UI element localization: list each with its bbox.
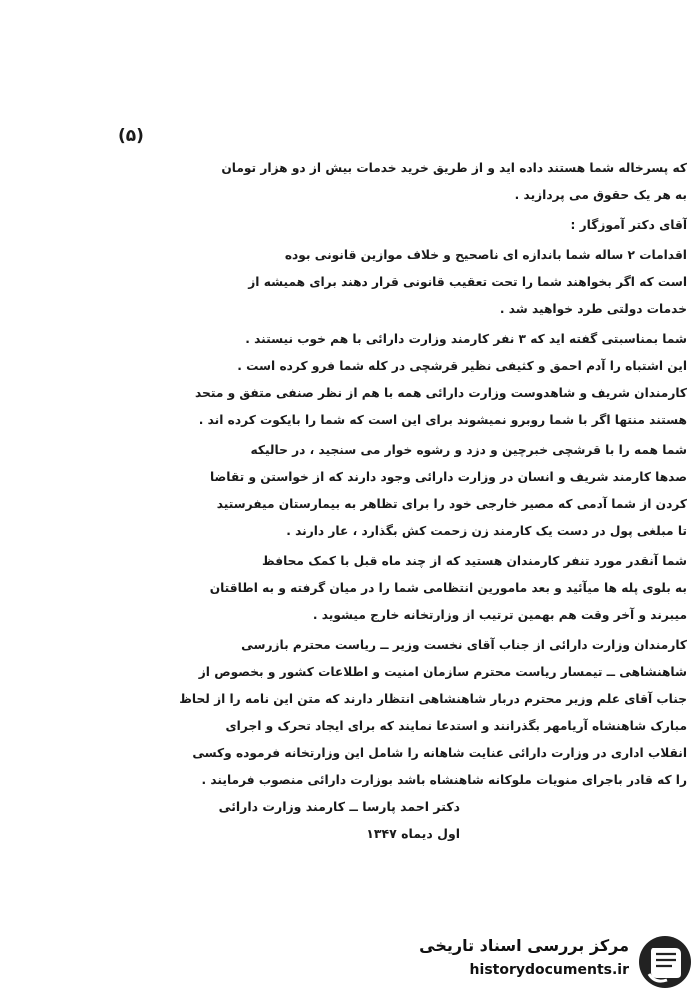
- text-line: کارمندان شریف و شاهدوست وزارت دارائی همه با هم از نظر صنفی متفق و متحد: [195, 386, 687, 400]
- paragraph: [112, 548, 687, 629]
- text-line: است که اگر بخواهند شما را تحت تعقیب قانونی قرار دهند برای همیشه از: [248, 275, 687, 289]
- text-line: صدها کارمند شریف و انسان در وزارت دارائی وجود دارند که از خواستن و تقاضا: [209, 470, 687, 484]
- paragraph: [112, 242, 687, 323]
- signature-block: [120, 793, 460, 847]
- text-line: مبارک شاهنشاه آریامهر بگذرانند و استدعا نمایند که برای ایجاد تحرک و اجرای: [225, 719, 687, 733]
- text-line: شاهنشاهی ــ تیمسار ریاست محترم سازمان امنیت و اطلاعات کشور و بخصوص از: [198, 665, 687, 679]
- signature-name: دکتر احمد پارسا ــ کارمند وزارت دارائی: [218, 799, 460, 814]
- signature-date: اول دیماه ۱۳۴۷: [366, 826, 460, 841]
- text-line: را که قادر باجرای منویات ملوکانه شاهنشاه باشد بوزارت دارائی منصوب فرمایند .: [201, 773, 687, 787]
- addressee-line: آقای دکتر آموزگار :: [570, 218, 687, 232]
- text-line: به هر یک حقوق می پردازید .: [514, 188, 687, 202]
- text-line: تا مبلغی پول در دست یک کارمند زن زحمت کش بگذارد ، عار دارند .: [286, 524, 687, 538]
- text-line: کردن از شما آدمی که مصیر خارجی خود را برای تظاهر به بیمارستان میفرستید: [216, 497, 687, 511]
- archive-name: مرکز بررسی اسناد تاریخی: [419, 936, 629, 955]
- text-line: شما همه را با قرشچی خبرچین و دزد و رشوه خوار می سنجید ، در حالیکه: [250, 443, 687, 457]
- text-line: خدمات دولتی طرد خواهید شد .: [499, 302, 687, 316]
- text-line: اقدامات ۲ ساله شما باندازه ای ناصحیح و خلاف موازین قانونی بوده: [284, 248, 687, 262]
- text-line: هستند منتها اگر با شما روبرو نمیشوند برای این است که شما را بایکوت کرده اند .: [198, 413, 687, 427]
- paragraph: [112, 632, 687, 794]
- paragraph: [112, 212, 687, 239]
- text-line: شما بمناسبتی گفته اید که ۳ نفر کارمند وزارت دارائی با هم خوب نیستند .: [245, 332, 687, 346]
- text-line: که پسرخاله شما هستند داده اید و از طریق خرید خدمات بیش از دو هزار تومان: [221, 161, 687, 175]
- text-line: جناب آقای علم وزیر محترم دربار شاهنشاهی انتظار دارند که متن این نامه را از لحاظ: [179, 692, 687, 706]
- paragraph: [112, 155, 687, 209]
- archive-watermark: [410, 930, 695, 990]
- text-line: کارمندان وزارت دارائی از جناب آقای نخست وزیر ــ ریاست محترم بازرسی: [241, 638, 687, 652]
- archive-url: historydocuments.ir: [469, 962, 629, 978]
- text-line: شما آنقدر مورد تنفر کارمندان هستید که از چند ماه قبل با کمک محافظ: [262, 554, 687, 568]
- text-line: این اشتباه را آدم احمق و کثیفی نظیر قرشچی در کله شما فرو کرده است .: [237, 359, 687, 373]
- text-line: میبرند و آخر وقت هم بهمین ترتیب از وزارتخانه خارج میشوید .: [312, 608, 687, 622]
- text-line: به بلوی پله ها میآئید و بعد مامورین انتظامی شما را در میان گرفته و به اطاقتان: [209, 581, 687, 595]
- paragraph: [112, 326, 687, 434]
- paragraph: [112, 437, 687, 545]
- document-scroll-icon: [637, 934, 693, 990]
- text-line: انقلاب اداری در وزارت دارائی عنایت شاهانه را شامل این وزارتخانه فرموده وکسی: [192, 746, 687, 760]
- letter-body: [112, 155, 687, 797]
- page-number: (۵): [118, 126, 144, 146]
